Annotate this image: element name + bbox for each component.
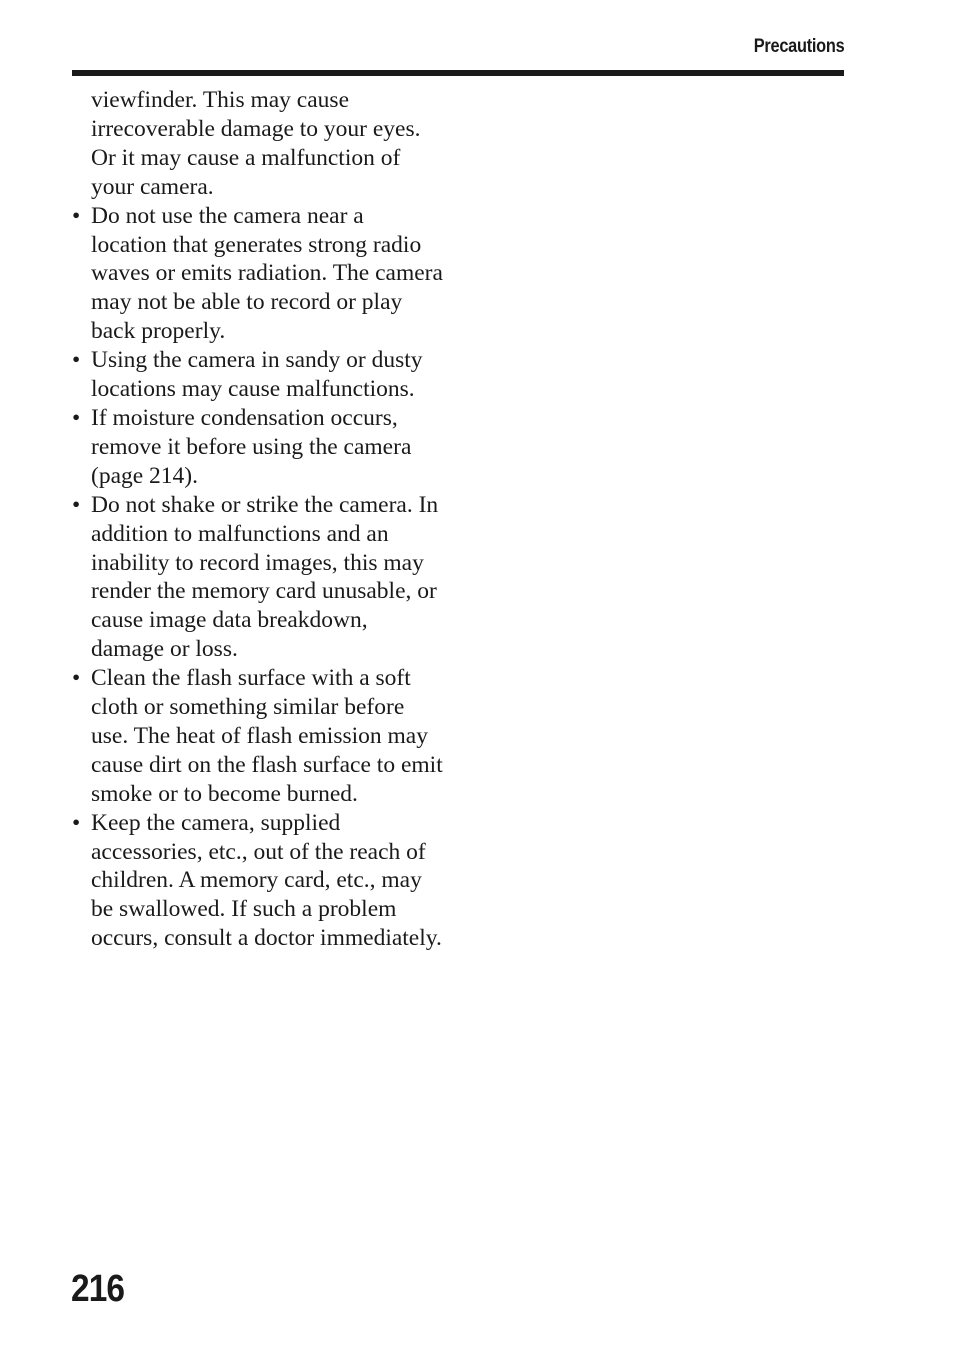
bullet-icon: •: [72, 665, 81, 692]
list-item-text: Do not use the camera near a location that generates strong radio waves or emits radiation. The camera may not be able to record or play back properly.: [91, 202, 443, 345]
list-item: [72, 404, 444, 491]
list-item: [72, 346, 444, 404]
precautions-list: [72, 202, 444, 954]
list-item-text: Using the camera in sandy or dusty locations may cause malfunctions.: [91, 347, 423, 403]
running-header: Precautions: [753, 36, 844, 57]
list-item: [72, 202, 444, 347]
bullet-icon: •: [72, 202, 81, 229]
list-item-text: If moisture condensation occurs, remove it before using the camera (page 214).: [91, 404, 412, 489]
list-item-text: Clean the flash surface with a soft cloth or something similar before use. The heat of flash emission may cause dirt on the flash surface to emit smoke or to become burned.: [91, 665, 443, 807]
list-item: [72, 491, 444, 664]
header-rule: [72, 70, 844, 76]
text-column: [72, 86, 444, 953]
list-item-text: Keep the camera, supplied accessories, etc., out of the reach of children. A memory card, etc., may be swallowed. If such a problem occurs, consult a doctor immediately.: [91, 809, 442, 952]
continuation-paragraph: viewfinder. This may cause irrecoverable damage to your eyes. Or it may cause a malfunction of your camera.: [91, 87, 421, 200]
page-number: 216: [71, 1268, 125, 1310]
bullet-icon: •: [72, 347, 81, 374]
list-item: [72, 809, 444, 954]
bullet-icon: •: [72, 404, 81, 431]
bullet-icon: •: [72, 491, 81, 518]
bullet-icon: •: [72, 809, 81, 836]
list-item-text: Do not shake or strike the camera. In addition to malfunctions and an inability to record images, this may render the memory card unusable, or cause image data breakdown, damage or loss.: [91, 491, 439, 663]
list-item: [72, 664, 444, 809]
